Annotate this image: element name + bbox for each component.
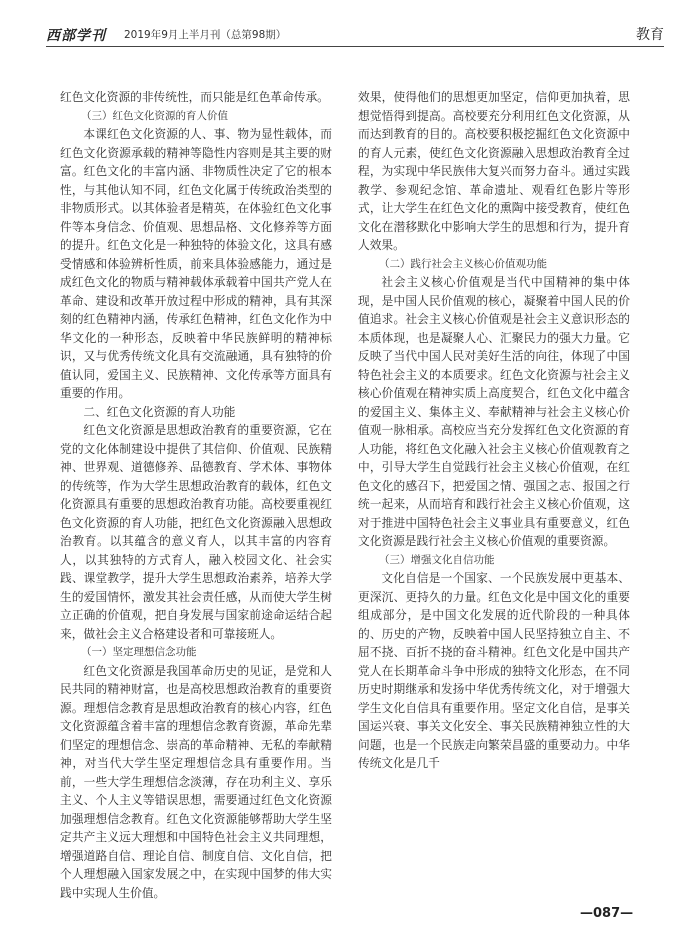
paragraph: 社会主义核心价值观是当代中国精神的集中体现，是中国人民价值观的核心，凝聚着中国人民的价值追求。社会主义核心价值观是社会主义意识形态的本质体现，也是凝聚人心、汇聚民力的强大力量。它反映了当代中国人民对美好生活的向往，体现了中国特色社会主义的本质要求。红色文化资源与社会主义核心价值观在精神实质上高度契合，红色文化中蕴含的爱国主义、集体主义、奉献精神与社会主义核心价值观一脉相承。高校应当充分发挥红色文化资源的育人功能，将红色文化融入社会主义核心价值观教育之中，引导大学生自觉践行社会主义核心价值观，在红色文化的感召下，把爱国之情、强国之志、报国之行统一起来，从而培育和践行社会主义核心价值观，这对于推进中国特色社会主义事业具有重要意义，红色文化资源是践行社会主义核心价值观的重要资源。 [358,275,630,548]
header-rule [46,46,664,47]
paragraph: 文化自信是一个国家、一个民族发展中更基本、更深沉、更持久的力量。红色文化是中国文化的重要组成部分，是中国文化发展的近代阶段的一种具体的、历史的产物，反映着中国人民坚持独立自主、不屈不挠、百折不挠的奋斗精神。红色文化是中国共产党人在长期革命斗争中形成的独特文化形态，在不同历史时期继承和发扬中华优秀传统文化，对于增强大学生文化自信具有重要作用。坚定文化自信，是事关国运兴衰、事关文化安全、事关民族精神独立性的大问题，也是一个民族走向繁荣昌盛的重要动力。中华传统文化是几千 [358,571,630,770]
paragraph: 红色文化资源是我国革命历史的见证，是党和人民共同的精神财富，也是高校思想政治教育的重要资源。理想信念教育是思想政治教育的核心内容，红色文化资源蕴含着丰富的理想信念教育资源，革命先辈们坚定的理想信念、崇高的革命精神、无私的奉献精神，对当代大学生坚定理想信念具有重要作用。当前，一些大学生理想信念淡薄，存在功利主义、享乐主义、个人主义等错误思想，需要通过红色文化资源加强理想信念教育。红色文化资源能够帮助大学生坚定共产主义远大理想和中国特色社会主义共同理想，增强道路自信、理论自信、制度自信、文化自信，把个人理想融入国家发展之中，在实现中国梦的伟大实践中实现人生价值。 [60,663,332,900]
subsection-heading: （二）践行社会主义核心价值观功能 [379,257,547,270]
subsection-heading: （一）坚定理想信念功能 [81,646,197,658]
left-column [60,88,332,902]
section-label: 教育 [636,27,664,43]
subsection-heading: （三）增强文化自信功能 [379,553,495,566]
issue-info: 2019年9月上半月刊（总第98期） [124,29,287,41]
section-heading: 二、红色文化资源的育人功能 [83,404,236,419]
paragraph: 本课红色文化资源的人、事、物为显性载体，而红色文化资源承载的精神等隐性内容则是其主要的财富。红色文化的丰富内涵、非物质性决定了它的根本性，与其他认知不同，红色文化属于传统政治类型的非物质形式。以其体验者是精英，在体验红色文化事件等本身信念、价值观、思想品格、文化修养等方面的提升。红色文化是一种独特的体验文化，这具有感受情感和体验辨析性质，前来具体验感能力，通过是成红色文化的物质与精神载体承载着中国共产党人在革命、建设和改革开放过程中形成的精神，具有其深刻的红色精神内涵，传承红色精神，红色文化作为中华文化的一种形态，反映着中华民族鲜明的精神标识，又与优秀传统文化具有交流融通，具有独特的价值认同，爱国主义、民族精神、文化传承等方面具有重要的作用。 [60,127,332,400]
page-number: —087— [580,906,634,921]
page-header [46,22,664,48]
right-column [358,88,630,773]
subsection-heading: （三）红色文化资源的育人价值 [81,109,228,122]
body-text: 红色文化资源的非传统性，而只能是红色革命传承。 [60,90,329,104]
journal-name: 西部学刊 [46,28,106,44]
body-text: 效果，使得他们的思想更加坚定，信仰更加执着，思想觉悟得到提高。高校要充分利用红色文化资源，从而达到教育的目的。高校要积极挖掘红色文化资源中的育人元素，使红色文化资源融入思想政治教育全过程，为实现中华民族伟大复兴而努力奋斗。通过实践教学、参观纪念馆、革命遗址、观看红色影片等形式，让大学生在红色文化的熏陶中接受教育，使红色文化在潜移默化中影响大学生的思想和行为，提升育人效果。 [358,90,630,252]
paragraph: 红色文化资源是思想政治教育的重要资源，它在党的文化体制建设中提供了其信仰、价值观、民族精神、世界观、道德修养、品德教育、学术体、事物体的传统等，作为大学生思想政治教育的载体，红色文化资源具有重要的思想政治教育功能。高校要重视红色文化资源的育人功能，把红色文化资源融入思想政治教育。以其蕴含的意义育人，以其丰富的内容育人，以其独特的方式育人，融入校园文化、社会实践、课堂教学，提升大学生思想政治素养，培养大学生的爱国情怀，激发其社会责任感，从而使大学生树立正确的价值观，把自身发展与国家前途命运结合起来，做社会主义合格建设者和可靠接班人。 [60,423,332,641]
